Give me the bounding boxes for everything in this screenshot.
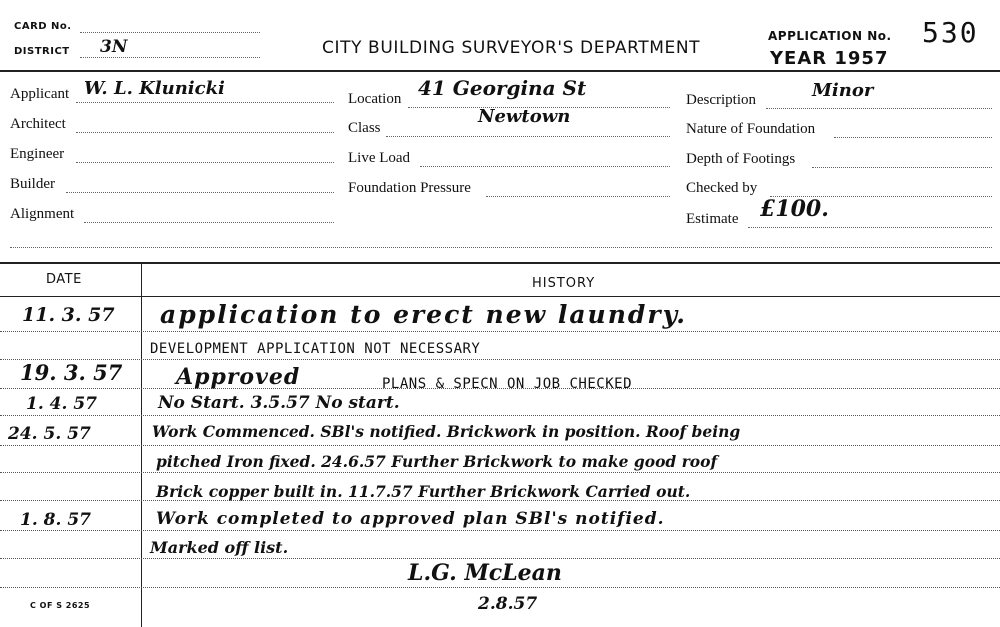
fields-bottom-line (10, 247, 992, 248)
header-rule (0, 70, 1000, 72)
date-entry: 11. 3. 57 (22, 304, 115, 326)
nature-label: Nature of Foundation (686, 121, 816, 137)
location-value-line1: 41 Georgina St (418, 76, 587, 100)
alignment-line (84, 222, 334, 223)
ruled-line (0, 415, 1000, 416)
history-entry: Approved (176, 364, 301, 390)
ruled-line (0, 472, 1000, 473)
description-label: Description (686, 92, 756, 108)
ruled-line (0, 331, 1000, 332)
nature-line (834, 137, 992, 138)
history-entry: Marked off list. (150, 538, 289, 557)
history-stamp: DEVELOPMENT APPLICATION NOT NECESSARY (150, 341, 481, 357)
applicant-label: Applicant (10, 86, 70, 102)
signature-date: 2.8.57 (478, 594, 538, 614)
estimate-label: Estimate (686, 211, 739, 227)
estimate-line (748, 227, 992, 228)
alignment-label: Alignment (10, 206, 75, 222)
ruled-line (0, 587, 1000, 588)
depth-line (812, 167, 992, 168)
applicant-value: W. L. Klunicki (84, 78, 225, 99)
district-label: DISTRICT (14, 46, 70, 57)
architect-label: Architect (10, 116, 66, 132)
live-load-line (420, 166, 670, 167)
description-value: Minor (812, 80, 874, 101)
date-entry: 24. 5. 57 (8, 424, 91, 444)
class-line (386, 136, 670, 137)
signature: L.G. McLean (408, 560, 562, 586)
history-entry: Work completed to approved plan SBl's notified. (156, 509, 665, 529)
date-entry: 19. 3. 57 (20, 360, 123, 385)
history-entry: No Start. 3.5.57 No start. (158, 393, 400, 413)
history-entry: Work Commenced. SBl's notified. Brickwork in position. Roof being (152, 422, 741, 441)
ruled-line (0, 359, 1000, 360)
card-no-line (80, 32, 260, 33)
engineer-line (76, 162, 334, 163)
history-header-rule (0, 296, 1000, 297)
department-title: CITY BUILDING SURVEYOR'S DEPARTMENT (322, 38, 701, 58)
foundation-pressure-line (486, 196, 670, 197)
district-value: 3N (100, 37, 128, 57)
ruled-line (0, 445, 1000, 446)
class-label: Class (348, 120, 381, 136)
application-number: 530 (922, 16, 979, 49)
history-top-rule (0, 262, 1000, 264)
ruled-line (0, 558, 1000, 559)
engineer-label: Engineer (10, 146, 65, 162)
location-value-line2: Newtown (478, 106, 571, 127)
history-entry: Brick copper built in. 11.7.57 Further Brickwork Carried out. (156, 482, 691, 501)
checked-label: Checked by (686, 180, 758, 196)
ruled-line (0, 530, 1000, 531)
description-line (766, 108, 992, 109)
date-entry: 1. 4. 57 (26, 394, 97, 414)
form-code: C OF S 2625 (30, 601, 91, 610)
history-entry: application to erect new laundry. (160, 300, 687, 329)
date-header: DATE (46, 272, 82, 287)
live-load-label: Live Load (348, 150, 411, 166)
depth-label: Depth of Footings (686, 151, 796, 167)
card-no-label: CARD No. (14, 21, 72, 32)
estimate-value: £100. (760, 196, 829, 222)
applicant-line (76, 102, 334, 103)
district-line (80, 57, 260, 58)
location-label: Location (348, 91, 402, 107)
history-header: HISTORY (532, 276, 596, 291)
application-no-label: APPLICATION No. (768, 29, 892, 43)
builder-label: Builder (10, 176, 55, 192)
year-label: YEAR 1957 (770, 48, 889, 69)
foundation-pressure-label: Foundation Pressure (348, 180, 471, 196)
history-entry: pitched Iron fixed. 24.6.57 Further Brickwork to make good roof (156, 452, 718, 471)
builder-line (66, 192, 334, 193)
date-entry: 1. 8. 57 (20, 510, 91, 530)
history-stamp: PLANS & SPECN ON JOB CHECKED (382, 376, 633, 392)
architect-line (76, 132, 334, 133)
